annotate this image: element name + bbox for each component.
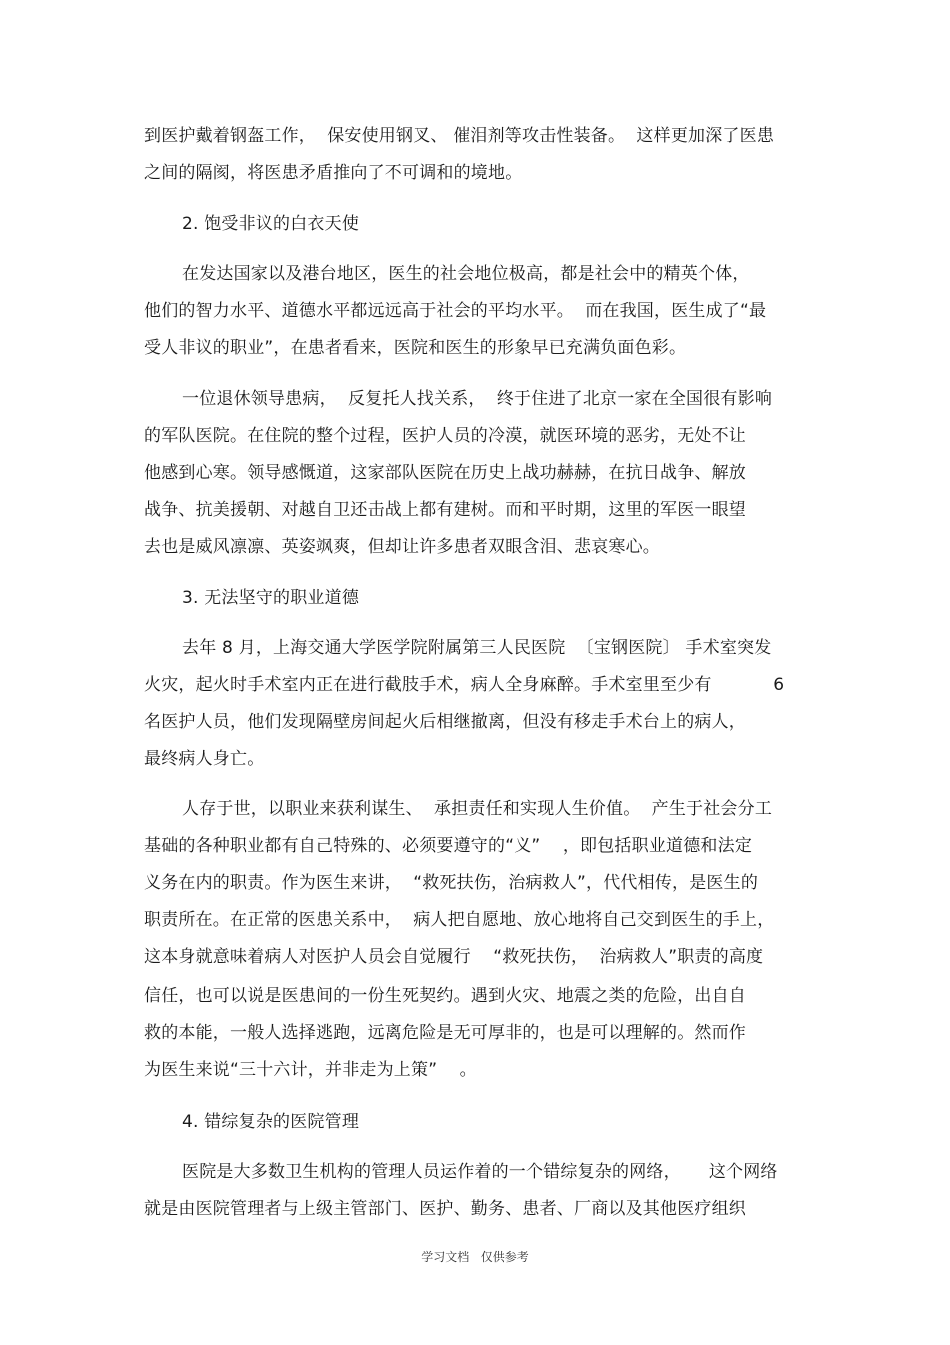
text-line: 职责所在。在正常的医患关系中， 病人把自愿地、放心地将自己交到医生的手上，	[144, 910, 775, 930]
text-line: 就是由医院管理者与上级主管部门、医护、勤务、患者、厂商以及其他医疗组织	[144, 1199, 746, 1219]
text-line: 火灾，起火时手术室内正在进行截肢手术，病人全身麻醉。手术室里至少有 6	[144, 675, 785, 695]
section-heading: 2. 饱受非议的白衣天使	[182, 214, 360, 234]
text-line: 最终病人身亡。	[144, 749, 265, 769]
text-line: 名医护人员，他们发现隔壁房间起火后相继撤离，但没有移走手术台上的病人，	[144, 712, 746, 732]
text-line: 去也是威风凛凛、英姿飒爽，但却让许多患者双眼含泪、悲哀寒心。	[144, 537, 660, 557]
text-line: 受人非议的职业”，在患者看来，医院和医生的形象早已充满负面色彩。	[144, 338, 687, 358]
text-line: 一位退休领导患病， 反复托人找关系， 终于住进了北京一家在全国很有影响	[182, 389, 773, 409]
text-line: 信任，也可以说是医患间的一份生死契约。遇到火灾、地震之类的危险，出自自	[144, 986, 746, 1006]
text-line: 去年 8 月，上海交通大学医学院附属第三人民医院 〔宝钢医院〕 手术室突发	[182, 638, 772, 658]
text-line: 救的本能，一般人选择逃跑，远离危险是无可厚非的，也是可以理解的。然而作	[144, 1023, 746, 1043]
text-line: 他们的智力水平、道德水平都远远高于社会的平均水平。 而在我国，医生成了“最	[144, 301, 767, 321]
text-line: 义务在内的职责。作为医生来讲， “救死扶伤，治病救人”，代代相传，是医生的	[144, 873, 759, 893]
text-line: 基础的各种职业都有自己特殊的、必须要遵守的“义” ，即包括职业道德和法定	[144, 836, 753, 856]
text-line: 这本身就意味着病人对医护人员会自觉履行 “救死扶伤， 治病救人”职责的高度	[144, 947, 764, 967]
text-line: 战争、抗美援朝、对越自卫还击战上都有建树。而和平时期，这里的军医一眼望	[144, 500, 746, 520]
page-footer: 学习文档 仅供参考	[421, 1250, 529, 1264]
text-line: 之间的隔阂，将医患矛盾推向了不可调和的境地。	[144, 163, 523, 183]
text-line: 的军队医院。在住院的整个过程，医护人员的冷漠，就医环境的恶劣，无处不让	[144, 426, 746, 446]
text-line: 他感到心寒。领导感慨道，这家部队医院在历史上战功赫赫，在抗日战争、解放	[144, 463, 746, 483]
text-line: 人存于世，以职业来获利谋生、 承担责任和实现人生价值。 产生于社会分工	[182, 799, 773, 819]
section-heading: 4. 错综复杂的医院管理	[182, 1112, 360, 1132]
text-line: 在发达国家以及港台地区，医生的社会地位极高，都是社会中的精英个体，	[182, 264, 750, 284]
section-heading: 3. 无法坚守的职业道德	[182, 588, 360, 608]
text-line: 到医护戴着钢盔工作， 保安使用钢叉、 催泪剂等攻击性装备。 这样更加深了医患	[144, 126, 775, 146]
text-line: 为医生来说“三十六计，并非走为上策” 。	[144, 1060, 477, 1080]
text-line: 医院是大多数卫生机构的管理人员运作着的一个错综复杂的网络， 这个网络	[182, 1162, 778, 1182]
